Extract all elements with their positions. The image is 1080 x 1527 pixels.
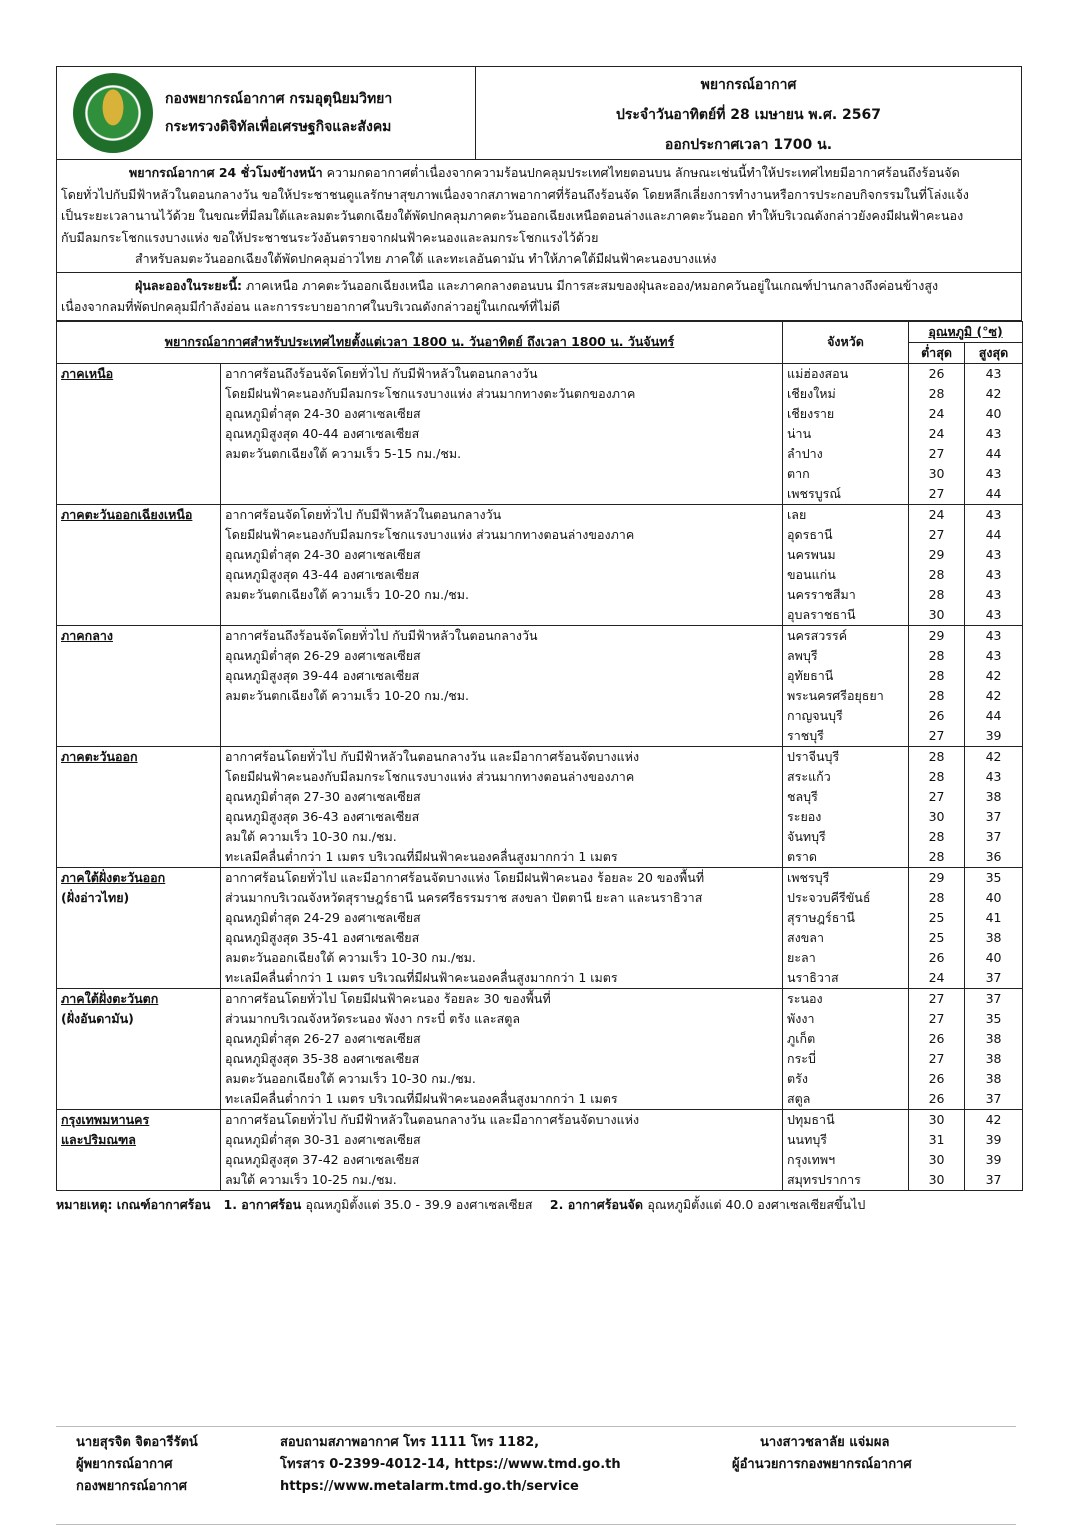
forecast-line [221, 464, 782, 484]
province-value: กาญจนบุรี [787, 707, 843, 723]
forecast-line: อุณหภูมิสูงสุด 36-43 องศาเซลเซียส [225, 808, 420, 824]
province-value: เลย [787, 506, 807, 522]
max-temp-value: 43 [985, 627, 1002, 643]
max-temp-value: 44 [985, 526, 1002, 542]
forecast-period-header: พยากรณ์อากาศสำหรับประเทศไทยตั้งแต่เวลา 1800 น. วันอาทิตย์ ถึงเวลา 1800 น. วันจันทร์ [57, 321, 783, 363]
min-temp-value: 26 [928, 1070, 945, 1086]
region-forecast-cell [221, 1109, 783, 1190]
forecaster-block [76, 1432, 198, 1498]
max-temp-value: 38 [985, 788, 1002, 804]
province-value: ขอนแก่น [787, 566, 836, 582]
province-value: อุทัยธานี [787, 667, 834, 683]
max-temp-value: 38 [985, 1050, 1002, 1066]
province-value: แม่ฮ่องสอน [787, 365, 849, 381]
forecast-line: อุณหภูมิต่ำสุด 24-30 องศาเซลเซียส [225, 405, 421, 421]
max-temp-value: 43 [985, 768, 1002, 784]
forecast-line: อากาศร้อนโดยทั่วไป กับมีฟ้าหลัวในตอนกลางวัน และมีอากาศร้อนจัดบางแห่ง [225, 1111, 640, 1127]
forecast-line: ลมตะวันออกเฉียงใต้ ความเร็ว 10-30 กม./ชม. [225, 949, 476, 965]
max-temp-header: สูงสุด [965, 342, 1023, 363]
min-temp-value: 27 [928, 788, 945, 804]
forecast-line: ทะเลมีคลื่นต่ำกว่า 1 เมตร บริเวณที่มีฝนฟ้าคะนองคลื่นสูงมากกว่า 1 เมตร [225, 969, 618, 985]
region-name: ภาคตะวันออกเฉียงเหนือ [61, 506, 193, 522]
region-row [57, 867, 1023, 988]
south-forecast-text: สำหรับลมตะวันออกเฉียงใต้พัดปกคลุมอ่าวไทย ภาคใต้ และทะเลอันดามัน ทำให้ภาคใต้มีฝนฟ้าคะนองบางแห่ง [135, 251, 717, 266]
forecast-line: ลมตะวันตกเฉียงใต้ ความเร็ว 10-20 กม./ชม. [225, 586, 469, 602]
province-value: สตูล [787, 1090, 811, 1106]
min-temp-cell [909, 363, 965, 504]
max-temp-value: 38 [985, 929, 1002, 945]
min-temp-cell [909, 1109, 965, 1190]
forecast-line: อุณหภูมิต่ำสุด 27-30 องศาเซลเซียส [225, 788, 421, 804]
min-temp-value: 28 [928, 889, 945, 905]
province-value: ชลบุรี [787, 788, 818, 804]
min-temp-value: 28 [928, 566, 945, 582]
max-temp-value: 44 [985, 707, 1002, 723]
max-temp-value: 36 [985, 848, 1002, 864]
forecast-line: ลมใต้ ความเร็ว 10-25 กม./ชม. [225, 1171, 397, 1187]
forecast-date: ประจำวันอาทิตย์ที่ 28 เมษายน พ.ศ. 2567 [615, 107, 881, 123]
min-temp-value: 25 [928, 909, 945, 925]
forecast-line: อุณหภูมิต่ำสุด 24-30 องศาเซลเซียส [225, 546, 421, 562]
min-temp-cell [909, 988, 965, 1109]
forecast-line: ส่วนมากบริเวณจังหวัดระนอง พังงา กระบี่ ตรัง และสตูล [225, 1010, 521, 1026]
region-name: กรุงเทพมหานคร [61, 1111, 150, 1127]
province-value: นนทบุรี [787, 1131, 827, 1147]
general-forecast-text: เป็นระยะเวลานานไว้ด้วย ในขณะที่มีลมใต้และลมตะวันตกเฉียงใต้พัดปกคลุมภาคตะวันออกเฉียงเหนือตอนล่างและภาคตะวันออก ทำให้บริเวณดังกล่าวยังคงมีฝนฟ้าคะนอง [61, 208, 964, 223]
max-temp-value: 38 [985, 1030, 1002, 1046]
forecaster-name: นายสุรจิต จิตอารีรัตน์ [76, 1435, 198, 1450]
max-temp-cell [965, 1109, 1023, 1190]
max-temp-cell [965, 363, 1023, 504]
forecast-line: อุณหภูมิสูงสุด 35-38 องศาเซลเซียส [225, 1050, 420, 1066]
min-temp-value: 27 [928, 526, 945, 542]
org-name: กองพยากรณ์อากาศ กรมอุตุนิยมวิทยา [165, 91, 393, 107]
region-forecast-cell [221, 988, 783, 1109]
max-temp-value: 43 [985, 546, 1002, 562]
province-value: ปทุมธานี [787, 1111, 835, 1127]
dust-lead: ฝุ่นละอองในระยะนี้: [135, 277, 243, 293]
province-value: ตรัง [787, 1070, 808, 1086]
hot-text: อุณหภูมิตั้งแต่ 35.0 - 39.9 องศาเซลเซียส [305, 1196, 533, 1212]
min-temp-value: 26 [928, 949, 945, 965]
province-value: นครพนม [787, 546, 836, 562]
forecast-line: ลมตะวันตกเฉียงใต้ ความเร็ว 10-20 กม./ชม. [225, 687, 469, 703]
forecast-line [221, 706, 782, 726]
max-temp-value: 39 [985, 727, 1002, 743]
director-block [732, 1432, 912, 1476]
province-value: กระบี่ [787, 1050, 816, 1066]
max-temp-value: 35 [985, 869, 1002, 885]
forecast-line: อากาศร้อนโดยทั่วไป โดยมีฝนฟ้าคะนอง ร้อยละ 30 ของพื้นที่ [225, 990, 551, 1006]
min-temp-value: 26 [928, 365, 945, 381]
max-temp-value: 43 [985, 465, 1002, 481]
max-temp-cell [965, 867, 1023, 988]
province-value: สมุทรปราการ [787, 1171, 861, 1187]
province-cell [783, 625, 909, 746]
province-value: นราธิวาส [787, 969, 839, 985]
min-temp-value: 28 [928, 768, 945, 784]
province-value: จันทบุรี [787, 828, 826, 844]
region-row [57, 988, 1023, 1109]
general-forecast [56, 160, 1022, 273]
forecast-line: ส่วนมากบริเวณจังหวัดสุราษฎร์ธานี นครศรีธรรมราช สงขลา ปัตตานี ยะลา และนราธิวาส [225, 889, 703, 905]
forecast-line: อุณหภูมิต่ำสุด 24-29 องศาเซลเซียส [225, 909, 421, 925]
max-temp-value: 42 [985, 385, 1002, 401]
forecast-line: โดยมีฝนฟ้าคะนองกับมีลมกระโชกแรงบางแห่ง ส่วนมากทางตะวันตกของภาค [225, 385, 636, 401]
region-row [57, 363, 1023, 504]
min-temp-value: 30 [928, 1111, 945, 1127]
director-title: ผู้อำนวยการกองพยากรณ์อากาศ [732, 1457, 912, 1472]
min-temp-value: 27 [928, 485, 945, 501]
dust-forecast [56, 273, 1022, 321]
min-temp-value: 30 [928, 606, 945, 622]
min-temp-value: 27 [928, 990, 945, 1006]
max-temp-value: 40 [985, 949, 1002, 965]
max-temp-value: 43 [985, 425, 1002, 441]
province-value: ปราจีนบุรี [787, 748, 840, 764]
region-name-cell [57, 988, 221, 1109]
province-cell [783, 1109, 909, 1190]
min-temp-cell [909, 504, 965, 625]
province-value: ภูเก็ต [787, 1030, 816, 1046]
tmd-logo-icon [73, 73, 153, 153]
forecast-line: อุณหภูมิสูงสุด 37-42 องศาเซลเซียส [225, 1151, 420, 1167]
footer-bottom-divider [56, 1524, 1016, 1525]
forecast-line: อากาศร้อนจัดโดยทั่วไป กับมีฟ้าหลัวในตอนกลางวัน [225, 506, 502, 522]
province-value: สงขลา [787, 929, 824, 945]
max-temp-value: 43 [985, 566, 1002, 582]
footer-divider [56, 1426, 1016, 1427]
min-temp-value: 24 [928, 969, 945, 985]
province-value: ยะลา [787, 949, 816, 965]
region-forecast-cell [221, 363, 783, 504]
document-header [56, 66, 1022, 160]
min-temp-value: 26 [928, 1030, 945, 1046]
forecast-line: อุณหภูมิสูงสุด 40-44 องศาเซลเซียส [225, 425, 420, 441]
forecast-line: ทะเลมีคลื่นต่ำกว่า 1 เมตร บริเวณที่มีฝนฟ้าคะนองคลื่นสูงมากกว่า 1 เมตร [225, 1090, 618, 1106]
province-value: นครสวรรค์ [787, 627, 848, 643]
very-hot-label: 2. อากาศร้อนจัด [549, 1196, 643, 1212]
province-value: สุราษฎร์ธานี [787, 909, 855, 925]
min-temp-value: 29 [928, 546, 945, 562]
region-name: ภาคใต้ฝั่งตะวันตก [61, 990, 159, 1006]
region-forecast-cell [221, 625, 783, 746]
max-temp-value: 35 [985, 1010, 1002, 1026]
regional-forecast-table [56, 321, 1023, 1191]
min-temp-value: 28 [928, 385, 945, 401]
region-name-cell [57, 867, 221, 988]
min-temp-value: 31 [928, 1131, 945, 1147]
province-cell [783, 867, 909, 988]
max-temp-value: 40 [985, 405, 1002, 421]
general-forecast-lead: พยากรณ์อากาศ 24 ชั่วโมงข้างหน้า [129, 165, 323, 180]
province-value: เชียงราย [787, 405, 835, 421]
min-temp-value: 24 [928, 425, 945, 441]
issue-time: ออกประกาศเวลา 1700 น. [664, 137, 833, 153]
min-temp-value: 25 [928, 929, 945, 945]
province-cell [783, 504, 909, 625]
province-value: ราชบุรี [787, 727, 824, 743]
director-name: นางสาวชลาลัย แจ่มผล [760, 1435, 890, 1450]
max-temp-value: 37 [985, 1090, 1002, 1106]
note-lead: หมายเหตุ: เกณฑ์อากาศร้อน [56, 1196, 211, 1212]
title-block [476, 67, 1021, 159]
min-temp-value: 28 [928, 667, 945, 683]
min-temp-value: 29 [928, 627, 945, 643]
max-temp-value: 43 [985, 365, 1002, 381]
contact-phone: สอบถามสภาพอากาศ โทร 1111 โทร 1182, [280, 1435, 540, 1450]
region-name-cell [57, 1109, 221, 1190]
forecaster-title: ผู้พยากรณ์อากาศ [76, 1457, 173, 1472]
province-cell [783, 988, 909, 1109]
forecast-line: อากาศร้อนโดยทั่วไป กับมีฟ้าหลัวในตอนกลางวัน และมีอากาศร้อนจัดบางแห่ง [225, 748, 640, 764]
forecast-line: ลมใต้ ความเร็ว 10-30 กม./ชม. [225, 828, 397, 844]
max-temp-value: 37 [985, 828, 1002, 844]
dust-text: ภาคเหนือ ภาคตะวันออกเฉียงเหนือ และภาคกลางตอนบน มีการสะสมของฝุ่นละออง/หมอกควันอยู่ในเกณฑ์ปานกลางถึงค่อนข้างสูง [246, 277, 939, 293]
org-block [57, 67, 476, 159]
general-forecast-text: โดยทั่วไปกับมีฟ้าหลัวในตอนกลางวัน ขอให้ประชาชนดูแลรักษาสุขภาพเนื่องจากสภาพอากาศที่ร้อนถึงร้อนจัด โดยหลีกเลี่ยงการทำงานหรือการประกอบกิจกรรมในที่โล่งแจ้ง [61, 186, 969, 202]
province-value: สระแก้ว [787, 768, 831, 784]
region-forecast-cell [221, 867, 783, 988]
max-temp-value: 38 [985, 1070, 1002, 1086]
max-temp-cell [965, 625, 1023, 746]
min-temp-cell [909, 867, 965, 988]
max-temp-value: 42 [985, 1111, 1002, 1127]
min-temp-value: 28 [928, 586, 945, 602]
ministry-name: กระทรวงดิจิทัลเพื่อเศรษฐกิจและสังคม [165, 119, 392, 135]
temperature-header: อุณหภูมิ (°ซ) [909, 321, 1023, 342]
forecast-line: อุณหภูมิต่ำสุด 26-27 องศาเซลเซียส [225, 1030, 421, 1046]
min-temp-value: 26 [928, 707, 945, 723]
province-cell [783, 363, 909, 504]
forecast-line: อุณหภูมิต่ำสุด 26-29 องศาเซลเซียส [225, 647, 421, 663]
min-temp-value: 28 [928, 848, 945, 864]
forecast-line: อุณหภูมิสูงสุด 39-44 องศาเซลเซียส [225, 667, 420, 683]
forecast-line: ลมตะวันตกเฉียงใต้ ความเร็ว 5-15 กม./ชม. [225, 445, 462, 461]
province-value: อุดรธานี [787, 526, 833, 542]
province-value: พังงา [787, 1010, 815, 1026]
forecast-line: อากาศร้อนถึงร้อนจัดโดยทั่วไป กับมีฟ้าหลัวในตอนกลางวัน [225, 627, 538, 643]
min-temp-value: 30 [928, 465, 945, 481]
max-temp-value: 42 [985, 687, 1002, 703]
region-subname: (ฝั่งอันดามัน) [61, 1010, 134, 1026]
region-subname: (ฝั่งอ่าวไทย) [61, 889, 130, 905]
max-temp-value: 43 [985, 506, 1002, 522]
forecast-line: อากาศร้อนโดยทั่วไป และมีอากาศร้อนจัดบางแห่ง โดยมีฝนฟ้าคะนอง ร้อยละ 20 ของพื้นที่ [225, 869, 705, 885]
min-temp-cell [909, 746, 965, 867]
min-temp-value: 28 [928, 687, 945, 703]
min-temp-header: ต่ำสุด [909, 342, 965, 363]
province-value: อุบลราชธานี [787, 606, 856, 622]
max-temp-cell [965, 746, 1023, 867]
forecast-line: อุณหภูมิสูงสุด 43-44 องศาเซลเซียส [225, 566, 420, 582]
forecast-line: อากาศร้อนถึงร้อนจัดโดยทั่วไป กับมีฟ้าหลัวในตอนกลางวัน [225, 365, 538, 381]
province-value: พระนครศรีอยุธยา [787, 687, 884, 703]
forecast-page [56, 66, 1022, 1215]
province-value: ระยอง [787, 808, 822, 824]
min-temp-value: 30 [928, 1171, 945, 1187]
region-name-cell [57, 625, 221, 746]
page-title: พยากรณ์อากาศ [700, 77, 797, 93]
max-temp-value: 42 [985, 748, 1002, 764]
province-value: ตราด [787, 848, 817, 864]
province-value: ลำปาง [787, 445, 823, 461]
province-value: นครราชสีมา [787, 586, 856, 602]
region-row [57, 625, 1023, 746]
forecast-line: อุณหภูมิสูงสุด 35-41 องศาเซลเซียส [225, 929, 420, 945]
contact-fax-web[interactable]: โทรสาร 0-2399-4012-14, https://www.tmd.go.th [280, 1457, 621, 1472]
max-temp-value: 40 [985, 889, 1002, 905]
dust-text: เนื่องจากลมที่พัดปกคลุมมีกำลังอ่อน และการระบายอากาศในบริเวณดังกล่าวอยู่ในเกณฑ์ที่ไม่ดี [61, 299, 561, 314]
min-temp-value: 30 [928, 808, 945, 824]
region-name: ภาคกลาง [61, 627, 113, 643]
contact-service-link[interactable]: https://www.metalarm.tmd.go.th/service [280, 1479, 579, 1494]
general-forecast-text: ความกดอากาศต่ำเนื่องจากความร้อนปกคลุมประเทศไทยตอนบน ลักษณะเช่นนี้ทำให้ประเทศไทยมีอากาศร้อนถึงร้อนจัด [326, 165, 960, 180]
min-temp-value: 28 [928, 647, 945, 663]
max-temp-value: 37 [985, 990, 1002, 1006]
max-temp-value: 43 [985, 606, 1002, 622]
province-cell [783, 746, 909, 867]
province-value: เพชรบูรณ์ [787, 485, 841, 501]
province-value: เพชรบุรี [787, 869, 830, 885]
forecast-line: ลมตะวันออกเฉียงใต้ ความเร็ว 10-30 กม./ชม. [225, 1070, 476, 1086]
region-name: ภาคตะวันออก [61, 748, 138, 764]
region-forecast-cell [221, 504, 783, 625]
max-temp-value: 37 [985, 808, 1002, 824]
max-temp-value: 41 [985, 909, 1002, 925]
max-temp-value: 43 [985, 647, 1002, 663]
region-name-cell [57, 363, 221, 504]
max-temp-value: 44 [985, 485, 1002, 501]
region-name: ภาคเหนือ [61, 365, 114, 381]
forecast-line [221, 484, 782, 504]
forecast-line: โดยมีฝนฟ้าคะนองกับมีลมกระโชกแรงบางแห่ง ส่วนมากทางตอนล่างของภาค [225, 768, 635, 784]
region-name-cell [57, 504, 221, 625]
max-temp-value: 43 [985, 586, 1002, 602]
region-name: ภาคใต้ฝั่งตะวันออก [61, 869, 166, 885]
forecast-line: โดยมีฝนฟ้าคะนองกับมีลมกระโชกแรงบางแห่ง ส่วนมากทางตอนล่างของภาค [225, 526, 635, 542]
max-temp-value: 44 [985, 445, 1002, 461]
very-hot-text: อุณหภูมิตั้งแต่ 40.0 องศาเซลเซียสขึ้นไป [647, 1196, 866, 1212]
max-temp-value: 37 [985, 969, 1002, 985]
min-temp-value: 27 [928, 1010, 945, 1026]
max-temp-value: 39 [985, 1131, 1002, 1147]
min-temp-value: 24 [928, 405, 945, 421]
region-row [57, 1109, 1023, 1190]
min-temp-value: 29 [928, 869, 945, 885]
province-value: ลพบุรี [787, 647, 818, 663]
forecaster-division: กองพยากรณ์อากาศ [76, 1479, 187, 1494]
min-temp-value: 28 [928, 828, 945, 844]
hot-criteria-note [56, 1195, 1022, 1215]
province-value: ระนอง [787, 990, 823, 1006]
forecast-line: ทะเลมีคลื่นต่ำกว่า 1 เมตร บริเวณที่มีฝนฟ้าคะนองคลื่นสูงมากกว่า 1 เมตร [225, 848, 618, 864]
province-value: ประจวบคีรีขันธ์ [787, 889, 871, 905]
province-header: จังหวัด [783, 321, 909, 363]
region-row [57, 746, 1023, 867]
min-temp-value: 28 [928, 748, 945, 764]
province-value: ตาก [787, 465, 810, 481]
province-value: กรุงเทพฯ [787, 1151, 836, 1167]
min-temp-value: 27 [928, 1050, 945, 1066]
max-temp-cell [965, 988, 1023, 1109]
min-temp-value: 26 [928, 1090, 945, 1106]
min-temp-cell [909, 625, 965, 746]
region-row [57, 504, 1023, 625]
contact-block [280, 1432, 621, 1498]
min-temp-value: 30 [928, 1151, 945, 1167]
min-temp-value: 27 [928, 727, 945, 743]
min-temp-value: 27 [928, 445, 945, 461]
max-temp-value: 39 [985, 1151, 1002, 1167]
forecast-line [221, 726, 782, 746]
province-value: น่าน [787, 425, 812, 441]
min-temp-value: 24 [928, 506, 945, 522]
max-temp-value: 42 [985, 667, 1002, 683]
max-temp-value: 37 [985, 1171, 1002, 1187]
province-value: เชียงใหม่ [787, 385, 836, 401]
region-subname: และปริมณฑล [61, 1131, 136, 1147]
forecast-line: อุณหภูมิต่ำสุด 30-31 องศาเซลเซียส [225, 1131, 421, 1147]
region-forecast-cell [221, 746, 783, 867]
max-temp-cell [965, 504, 1023, 625]
general-forecast-text: กับมีลมกระโชกแรงบางแห่ง ขอให้ประชาชนระวังอันตรายจากฝนฟ้าคะนองและลมกระโชกแรงไว้ด้วย [61, 229, 599, 245]
hot-label: 1. อากาศร้อน [223, 1196, 302, 1212]
forecast-line [221, 605, 782, 625]
region-name-cell [57, 746, 221, 867]
